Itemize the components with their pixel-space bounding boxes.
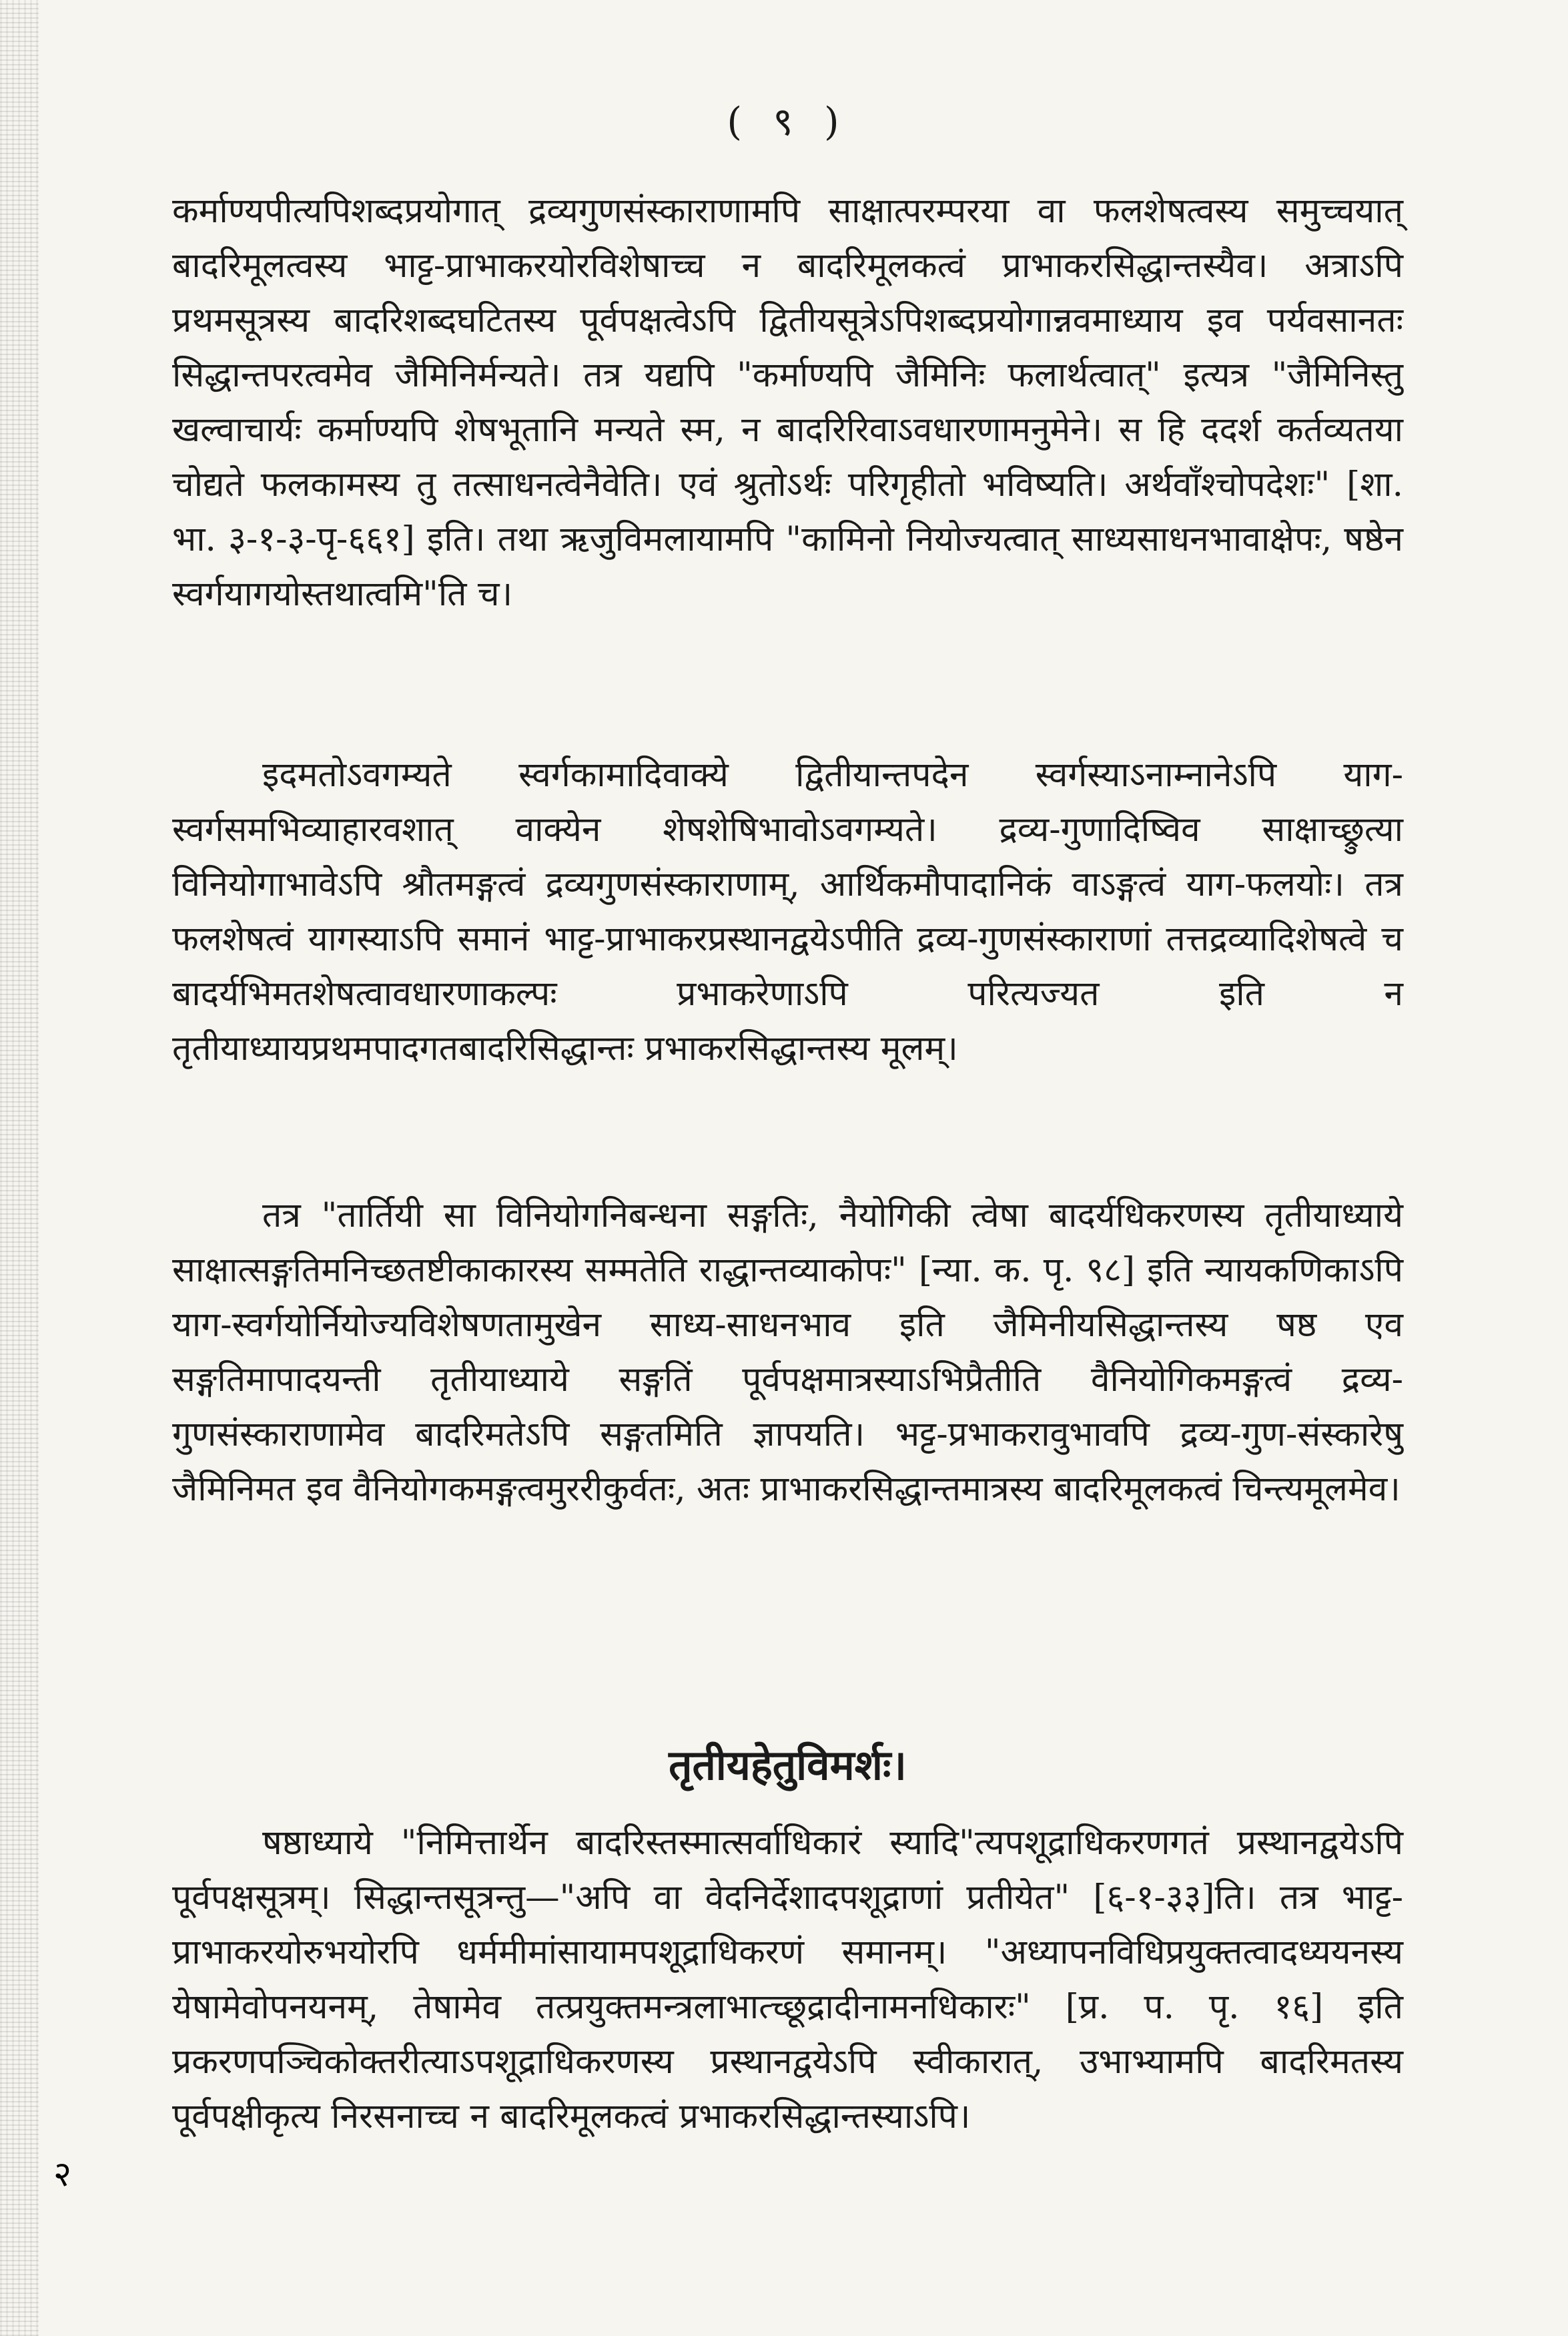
paragraph-1: कर्माण्यपीत्यपिशब्दप्रयोगात् द्रव्यगुणसंस्काराणामपि साक्षात्परम्परया वा फलशेषत्वस्य समुच्चयात् बादरिमूलत्वस्य भाट्ट-प्राभाकरयोरविशेषाच्च न बादरिमूलकत्वं प्राभाकरसिद्धान्तस्यैव। अत्राऽपि प्रथमसूत्रस्य बादरिशब्दघटितस्य पूर्वपक्षत्वेऽपि द्वितीयसूत्रेऽपिशब्दप्रयोगान्नवमाध्याय इव पर्यवसानतः सिद्धान्तपरत्वमेव जैमिनिर्मन्यते। तत्र यद्यपि "कर्माण्यपि जैमिनिः फलार्थत्वात्" इत्यत्र "जैमिनिस्तु खल्वाचार्यः कर्माण्यपि शेषभूतानि मन्यते स्म, न बादरिरिवाऽवधारणामनुमेने। स हि ददर्श कर्तव्यतया चोद्यते फलकामस्य तु तत्साधनत्वेनैवेति। एवं श्रुतोऽर्थः परिगृहीतो भविष्यति। अर्थवाँश्चोपदेशः" [शा. भा. ३-१-३-पृ-६६१] इति। तथा ऋजुविमलायामपि "कामिनो नियोज्यत्वात् साध्यसाधनभावाक्षेपः, षष्ठेन स्वर्गयागयोस्तथात्वमि"ति च। <box>172 191 1403 614</box>
paragraph-2: इदमतोऽवगम्यते स्वर्गकामादिवाक्ये द्वितीयान्तपदेन स्वर्गस्याऽनाम्नानेऽपि याग-स्वर्गसमभिव्याहारवशात् वाक्येन शेषशेषिभावोऽवगम्यते। द्रव्य-गुणादिष्विव साक्षाच्छ्रुत्या विनियोगाभावेऽपि श्रौतमङ्गत्वं द्रव्यगुणसंस्काराणाम्, आर्थिकमौपादानिकं वाऽङ्गत्वं याग-फलयोः। तत्र फलशेषत्वं यागस्याऽपि समानं भाट्ट-प्राभाकरप्रस्थानद्वयेऽपीति द्रव्य-गुणसंस्काराणां तत्तद्रव्यादिशेषत्वे च बादर्यभिमतशेषत्वावधारणाकल्पः प्रभाकरेणाऽपि परित्यज्यत इति न तृतीयाध्यायप्रथमपादगतबादरिसिद्धान्तः प्रभाकरसिद्धान्तस्य मूलम्। <box>172 755 1403 1069</box>
footer-signature-mark: २ <box>53 2156 72 2194</box>
page-number: ( ९ ) <box>727 99 849 144</box>
paragraph-4: षष्ठाध्याये "निमित्तार्थेन बादरिस्तस्मात्सर्वाधिकारं स्यादि"त्यपशूद्राधिकरणगतं प्रस्थानद्वयेऽपि पूर्वपक्षसूत्रम्। सिद्धान्तसूत्रन्तु—"अपि वा वेदनिर्देशादपशूद्राणां प्रतीयेत" [६-१-३३]ति। तत्र भाट्ट-प्राभाकरयोरुभयोरपि धर्ममीमांसायामपशूद्राधिकरणं समानम्। "अध्यापनविधिप्रयुक्तत्वादध्ययनस्य येषामेवोपनयनम्, तेषामेव तत्प्रयुक्तमन्त्रलाभात्च्छूद्रादीनामनधिकारः" [प्र. प. पृ. १६] इति प्रकरणपञ्चिकोक्तरीत्याऽपशूद्राधिकरणस्य प्रस्थानद्वयेऽपि स्वीकारात्, उभाभ्यामपि बादरिमतस्य पूर्वपक्षीकृत्य निरसनाच्च न बादरिमूलकत्वं प्रभाकरसिद्धान्तस्याऽपि। <box>172 1823 1403 2136</box>
scan-edge-texture <box>0 0 39 2336</box>
paragraph-3: तत्र "तार्तियी सा विनियोगनिबन्धना सङ्गतिः, नैयोगिकी त्वेषा बादर्यधिकरणस्य तृतीयाध्याये साक्षात्सङ्गतिमनिच्छतष्टीकाकारस्य सम्मतेति राद्धान्तव्याकोपः" [न्या. क. पृ. ९८] इति न्यायकणिकाऽपि याग-स्वर्गयोर्नियोज्यविशेषणतामुखेन साध्य-साधनभाव इति जैमिनीयसिद्धान्तस्य षष्ठ एव सङ्गतिमापादयन्ती तृतीयाध्याये सङ्गतिं पूर्वपक्षमात्रस्याऽभिप्रैतीति वैनियोगिकमङ्गत्वं द्रव्य-गुणसंस्काराणामेव बादरिमतेऽपि सङ्गतमिति ज्ञापयति। भट्ट-प्रभाकरावुभावपि द्रव्य-गुण-संस्कारेषु जैमिनिमत इव वैनियोगकमङ्गत्वमुररीकुर्वतः, अतः प्राभाकरसिद्धान्तमात्रस्य बादरिमूलकत्वं चिन्त्यमूलमेव। <box>172 1195 1403 1509</box>
section-heading: तृतीयहेतुविमर्शः। <box>669 1741 907 1789</box>
